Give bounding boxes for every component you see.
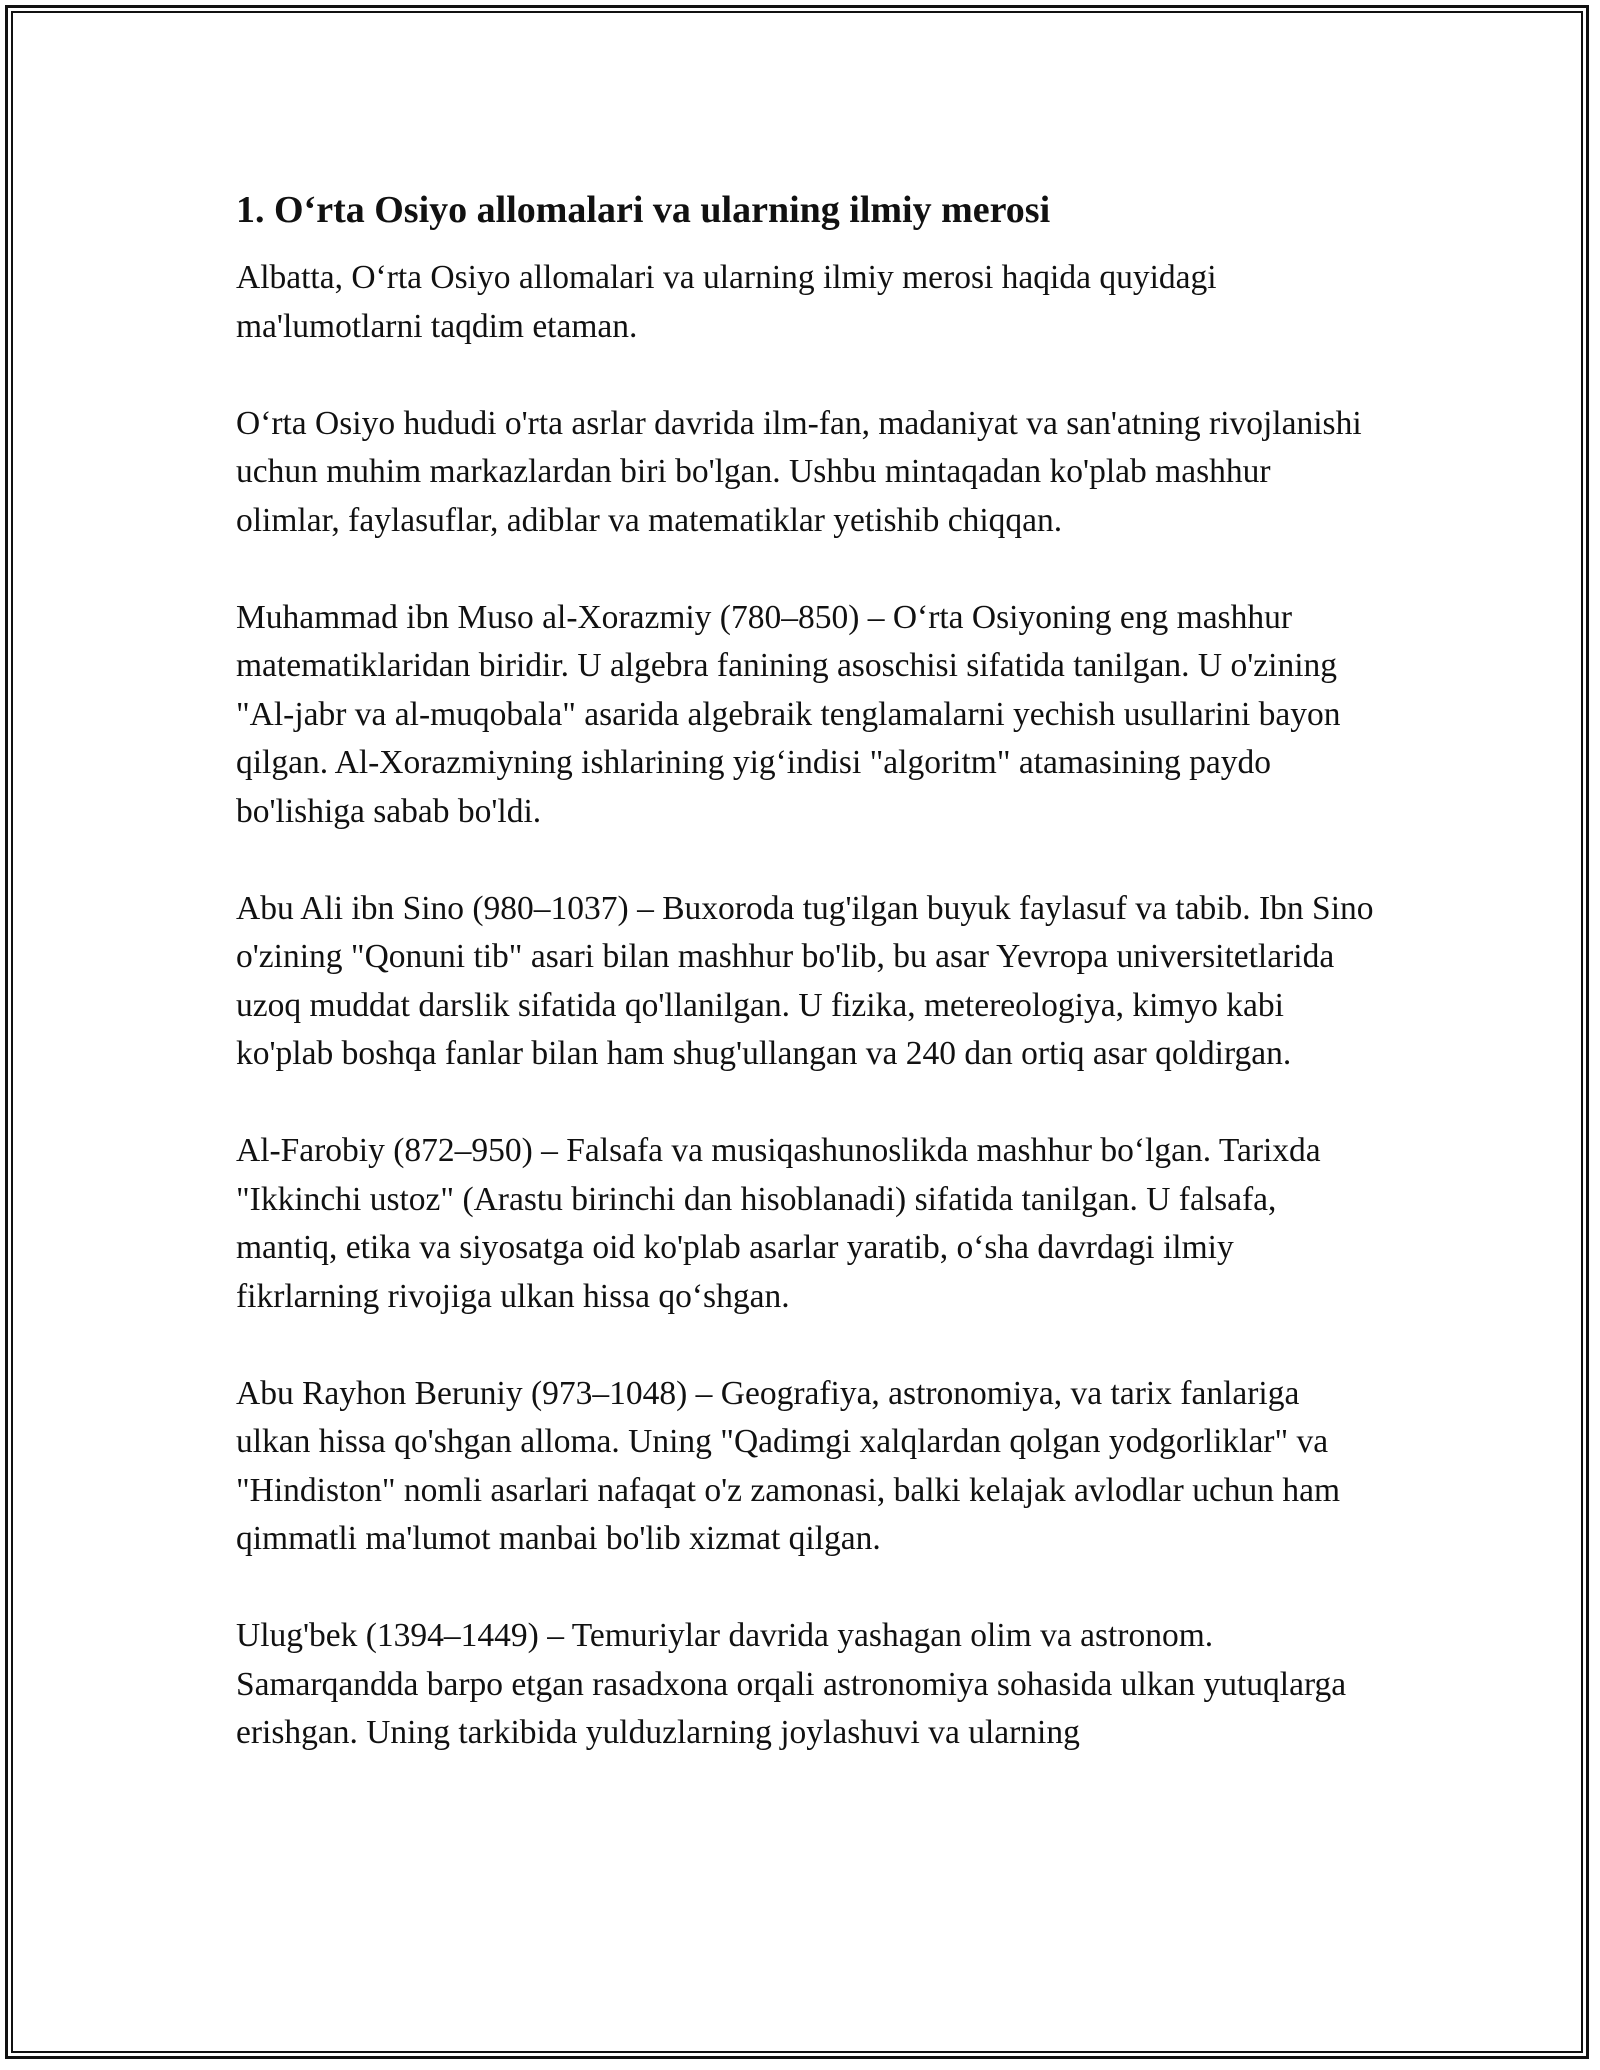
paragraph-intro: Albatta, O‘rta Osiyo allomalari va ularning ilmiy merosi haqida quyidagi ma'lumotlarni taqdim etaman. xyxy=(236,259,1217,345)
paragraph-xorazmiy: Muhammad ibn Muso al-Xorazmiy (780–850) – O‘rta Osiyoning eng mashhur matematiklaridan biridir. U algebra fanining asoschisi sifatida tanilgan. U o'zining "Al-jabr va al-muqobala" asarida algebraik tenglamalarni yechish usullarini bayon qilgan. Al-Xorazmiyning ishlarining yig‘indisi "algoritm" atamasining paydo bo'lishiga sabab bo'ldi. xyxy=(236,598,1341,830)
paragraph-ibn-sino: Abu Ali ibn Sino (980–1037) – Buxoroda tug'ilgan buyuk faylasuf va tabib. Ibn Sino o'zining "Qonuni tib" asari bilan mashhur bo'lib, bu asar Yevropa universitetlarida uzoq muddat darslik sifatida qo'llanilgan. U fizika, metereologiya, kimyo kabi ko'plab boshqa fanlar bilan ham shug'ullangan va 240 dan ortiq asar qoldirgan. xyxy=(236,889,1374,1072)
paragraph-farobiy: Al-Farobiy (872–950) – Falsafa va musiqashunoslikda mashhur bo‘lgan. Tarixda "Ikkinchi ustoz" (Arastu birinchi dan hisoblanadi) sifatida tanilgan. U falsafa, mantiq, etika va siyosatga oid ko'plab asarlar yaratib, o‘sha davrdagi ilmiy fikrlarning rivojiga ulkan hissa qo‘shgan. xyxy=(236,1132,1321,1315)
paragraph-ulugbek: Ulug'bek (1394–1449) – Temuriylar davrida yashagan olim va astronom. Samarqandda barpo etgan rasadxona orqali astronomiya sohasida ulkan yutuqlarga erishgan. Uning tarkibida yulduzlarning joylashuvi va ularning xyxy=(236,1617,1347,1751)
paragraph-beruniy: Abu Rayhon Beruniy (973–1048) – Geografiya, astronomiya, va tarix fanlariga ulkan hissa qo'shgan alloma. Uning "Qadimgi xalqlardan qolgan yodgorliklar" va "Hindiston" nomli asarlari nafaqat o'z zamonasi, balki kelajak avlodlar uchun ham qimmatli ma'lumot manbai bo'lib xizmat qilgan. xyxy=(236,1374,1341,1557)
document-body xyxy=(236,186,1376,1758)
section-heading: 1. O‘rta Osiyo allomalari va ularning ilmiy merosi xyxy=(236,189,1051,231)
paragraph-region: O‘rta Osiyo hududi o'rta asrlar davrida ilm-fan, madaniyat va san'atning rivojlanishi uchun muhim markazlardan biri bo'lgan. Ushbu mintaqadan ko'plab mashhur olimlar, faylasuflar, adiblar va matematiklar yetishib chiqqan. xyxy=(236,404,1362,539)
